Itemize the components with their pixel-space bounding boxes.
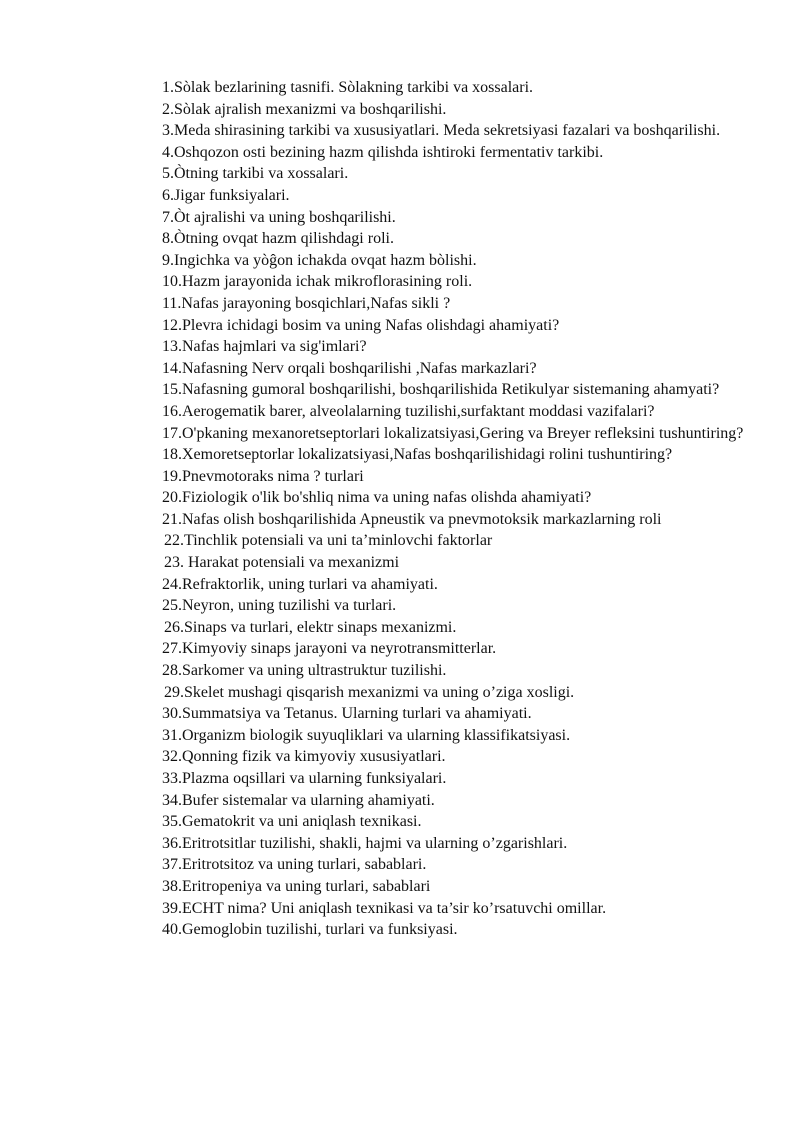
question-item: 40.Gemoglobin tuzilishi, turlari va funksiyasi. <box>162 921 458 939</box>
question-item: 21.Nafas olish boshqarilishida Apneustik va pnevmotoksik markazlarning roli <box>162 510 662 528</box>
question-item: 8.Òtning ovqat hazm qilishdagi roli. <box>162 230 394 248</box>
question-item: 16.Aerogematik barer, alveolalarning tuzilishi,surfaktant moddasi vazifalari? <box>162 402 655 420</box>
question-item: 38.Eritropeniya va uning turlari, sabablari <box>162 877 431 895</box>
question-item: 17.O'pkaning mexanoretseptorlari lokalizatsiyasi,Gering va Breyer refleksini tushuntiring? <box>162 424 744 442</box>
question-item: 32.Qonning fizik va kimyoviy xususiyatlari. <box>162 748 446 766</box>
question-item: 3.Meda shirasining tarkibi va xususiyatlari. Meda sekretsiyasi fazalari va boshqarilishi. <box>162 122 721 140</box>
question-item: 15.Nafasning gumoral boshqarilishi, boshqarilishida Retikulyar sistemaning ahamyati? <box>162 381 720 399</box>
document-page <box>116 77 746 941</box>
question-item: 1.Sòlak bezlarining tasnifi. Sòlakning tarkibi va xossalari. <box>162 79 534 96</box>
question-item: 31.Organizm biologik suyuqliklari va ularning klassifikatsiyasi. <box>162 726 571 744</box>
question-item: 4.Oshqozon osti bezining hazm qilishda ishtiroki fermentativ tarkibi. <box>162 143 604 161</box>
question-item: 10.Hazm jarayonida ichak mikroflorasining roli. <box>162 273 473 291</box>
question-item: 25.Neyron, uning tuzilishi va turlari. <box>162 597 397 615</box>
question-list <box>116 77 746 941</box>
question-item: 24.Refraktorlik, uning turlari va ahamiyati. <box>162 575 438 593</box>
question-item: 30.Summatsiya va Tetanus. Ularning turlari va ahamiyati. <box>162 705 532 723</box>
question-item: 34.Bufer sistemalar va ularning ahamiyati. <box>162 791 435 809</box>
question-item: 5.Òtning tarkibi va xossalari. <box>162 165 349 183</box>
question-item: 29.Skelet mushagi qisqarish mexanizmi va uning o’ziga xosligi. <box>164 683 575 701</box>
question-item: 14.Nafasning Nerv orqali boshqarilishi ,Nafas markazlari? <box>162 359 537 377</box>
question-item: 13.Nafas hajmlari va sig'imlari? <box>162 338 367 356</box>
question-item: 11.Nafas jarayoning bosqichlari,Nafas sikli ? <box>162 294 451 312</box>
question-item: 6.Jigar funksiyalari. <box>162 186 290 204</box>
question-item: 12.Plevra ichidagi bosim va uning Nafas olishdagi ahamiyati? <box>162 316 560 334</box>
question-item: 26.Sinaps va turlari, elektr sinaps mexanizmi. <box>164 618 457 636</box>
question-item: 28.Sarkomer va uning ultrastruktur tuzilishi. <box>162 662 447 680</box>
question-item: 36.Eritrotsitlar tuzilishi, shakli, hajmi va ularning o’zgarishlari. <box>162 834 568 852</box>
question-item: 18.Xemoretseptorlar lokalizatsiyasi,Nafas boshqarilishidagi rolini tushuntiring? <box>162 446 673 464</box>
question-item: 19.Pnevmotoraks nima ? turlari <box>162 467 364 485</box>
question-item: 23. Harakat potensiali va mexanizmi <box>164 554 400 572</box>
question-item: 33.Plazma oqsillari va ularning funksiyalari. <box>162 770 447 787</box>
question-item: 22.Tinchlik potensiali va uni ta’minlovchi faktorlar <box>164 532 493 550</box>
question-item: 7.Òt ajralishi va uning boshqarilishi. <box>162 208 396 226</box>
question-item: 37.Eritrotsitoz va uning turlari, sabablari. <box>162 856 427 874</box>
question-item: 20.Fiziologik o'lik bo'shliq nima va uning nafas olishda ahamiyati? <box>162 489 592 507</box>
question-item: 39.ECHT nima? Uni aniqlash texnikasi va ta’sir ko’rsatuvchi omillar. <box>162 899 607 917</box>
question-item: 9.Ingichka va yòĝon ichakda ovqat hazm bòlishi. <box>162 251 477 269</box>
question-item: 27.Kimyoviy sinaps jarayoni va neyrotransmitterlar. <box>162 640 497 658</box>
question-item: 2.Sòlak ajralish mexanizmi va boshqarilishi. <box>162 100 447 118</box>
question-item: 35.Gematokrit va uni aniqlash texnikasi. <box>162 813 422 831</box>
